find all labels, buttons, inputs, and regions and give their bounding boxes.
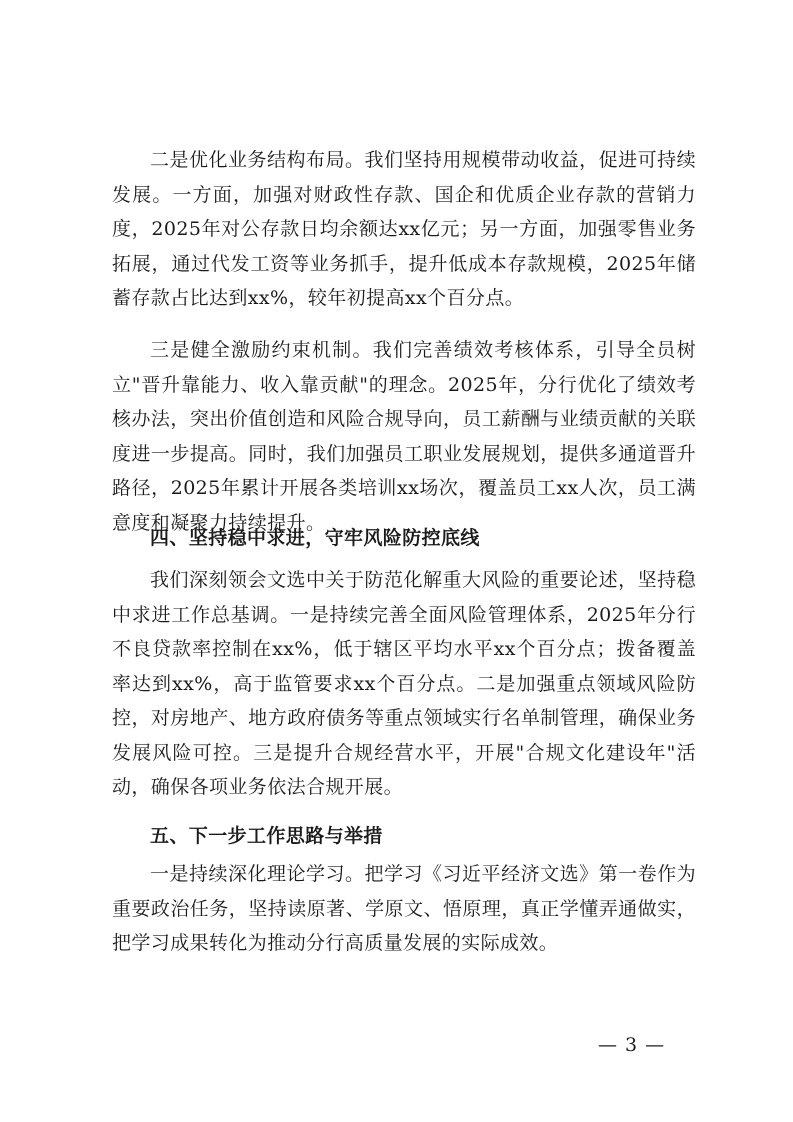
paragraph-theory-study: 一是持续深化理论学习。把学习《习近平经济文选》第一卷作为重要政治任务，坚持读原著、学原文、悟原理，真正学懂弄通做实，把学习成果转化为推动分行高质量发展的实际成效。	[112, 863, 696, 954]
paragraph-incentive-mechanism: 三是健全激励约束机制。我们完善绩效考核体系，引导全员树立"晋升靠能力、收入靠贡献"的理念。2025年，分行优化了绩效考核办法，突出价值创造和风险合规导向，员工薪酬与业绩贡献的关联度进一步提高。同时，我们加强员工职业发展规划，提供多通道晋升路径，2025年累计开展各类培训xx场次，覆盖员工xx人次，员工满意度和凝聚力持续提升。	[112, 339, 696, 534]
page-number: — 3 —	[598, 1034, 666, 1056]
paragraph-business-structure: 二是优化业务结构布局。我们坚持用规模带动收益，促进可持续发展。一方面，加强对财政性存款、国企和优质企业存款的营销力度，2025年对公存款日均余额达xx亿元；另一方面，加强零售业务拓展，通过代发工资等业务抓手，提升低成本存款规模，2025年储蓄存款占比达到xx%，较年初提高xx个百分点。	[112, 149, 696, 309]
paragraph-risk-control: 我们深刻领会文选中关于防范化解重大风险的重要论述，坚持稳中求进工作总基调。一是持续完善全面风险管理体系，2025年分行不良贷款率控制在xx%，低于辖区平均水平xx个百分点；拨备覆盖率达到xx%，高于监管要求xx个百分点。二是加强重点领域风险防控，对房地产、地方政府债务等重点领域实行名单制管理，确保业务发展风险可控。三是提升合规经营水平，开展"合规文化建设年"活动，确保各项业务依法合规开展。	[112, 569, 696, 798]
section-heading-risk-control: 四、坚持稳中求进，守牢风险防控底线	[150, 527, 480, 549]
section-heading-next-steps: 五、下一步工作思路与举措	[150, 825, 383, 847]
